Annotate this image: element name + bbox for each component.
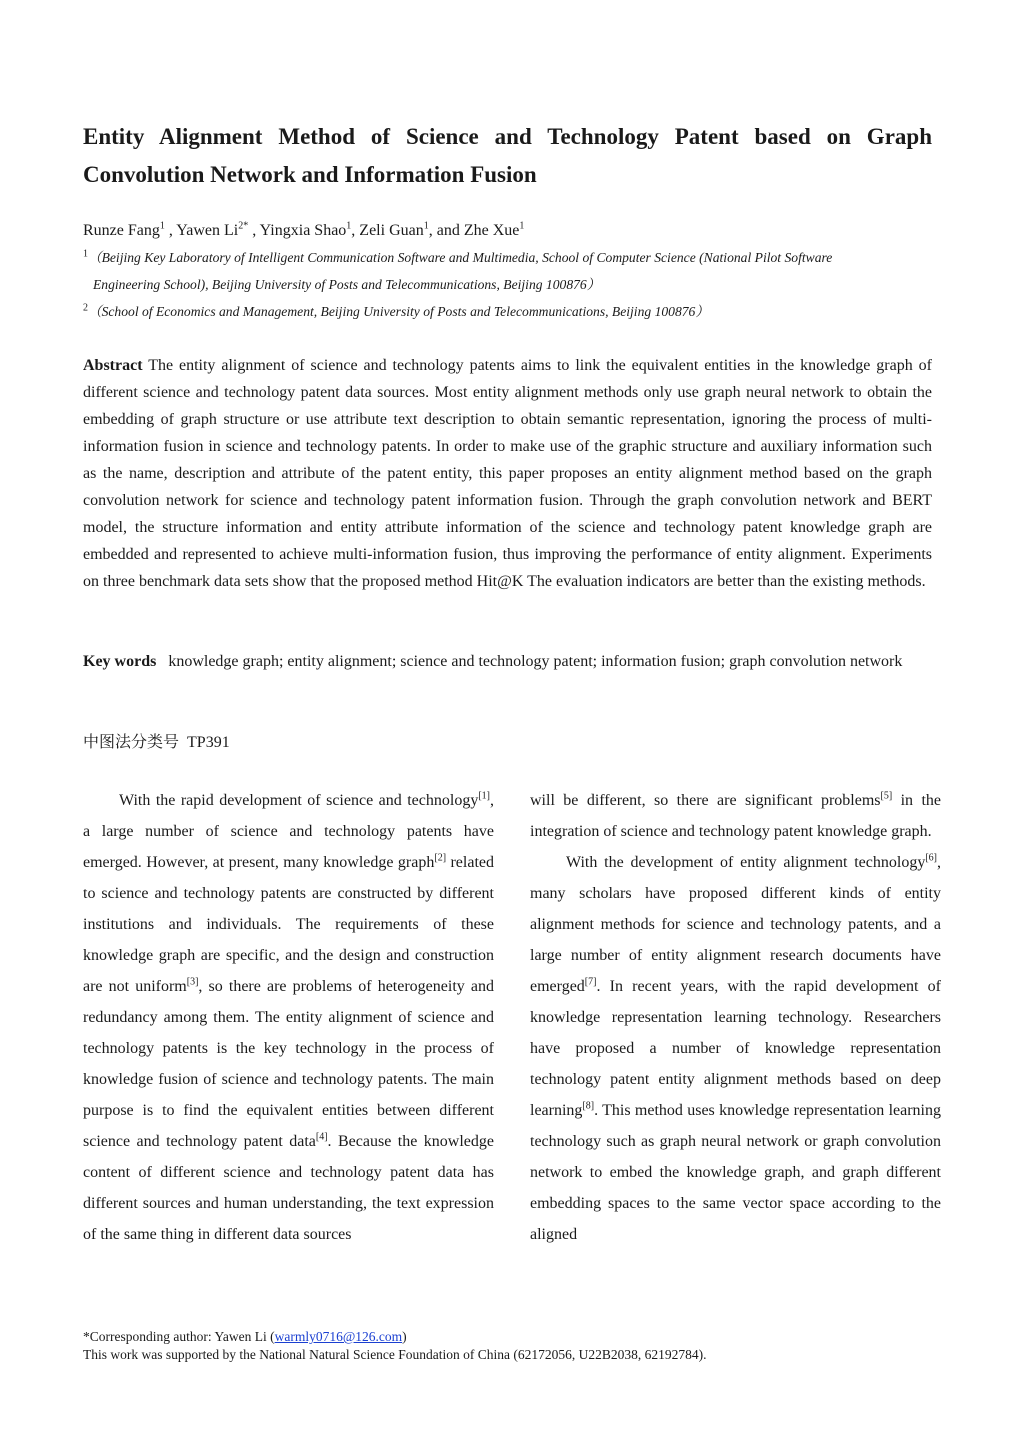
author-name: Zeli Guan (359, 222, 424, 239)
affiliation-2 (83, 298, 932, 325)
keywords (83, 648, 932, 675)
body-text: . Because the knowledge content of different science and technology patent data has different sources and human understanding, the text expression of the same thing in different data sources (83, 1133, 494, 1243)
abstract-label: Abstract (83, 357, 143, 374)
body-text: will be different, so there are significant problems (530, 792, 881, 809)
affiliation-number: 1 (83, 248, 88, 260)
author-separator: , (164, 222, 177, 239)
citation-ref: [7] (584, 976, 597, 988)
footnote-text: *Corresponding author: Yawen Li ( (83, 1329, 275, 1344)
author-list (83, 220, 524, 242)
affiliation-1 (83, 244, 932, 298)
author-name: Yawen Li (176, 222, 239, 239)
body-text: , many scholars have proposed different kinds of entity alignment methods for science and technology patents, and a large number of entity alignment research documents have emerged (530, 854, 941, 995)
body-column-left (83, 785, 494, 1250)
body-column-right (530, 785, 941, 1250)
classification-code: TP391 (187, 734, 230, 751)
body-paragraph (83, 785, 494, 1250)
citation-ref: [8] (582, 1100, 595, 1112)
body-text: . In recent years, with the rapid development of knowledge representation learning technology. Researchers have proposed a number of knowledge representation technology patent entity alignment methods based on deep learning (530, 978, 941, 1119)
affiliation-text: Engineering School), Beijing University of Posts and Telecommunications, Beijing 100876） (93, 277, 601, 292)
body-text: related to science and technology patents are constructed by different institutions and individuals. The requirements of these knowledge graph are specific, and the design and construction are not uniform (83, 854, 494, 995)
body-text: in the integration of science and technology patent knowledge graph. (530, 792, 941, 840)
footnote-text: ) (402, 1329, 407, 1344)
keywords-label: Key words (83, 653, 157, 670)
citation-ref: [4] (315, 1131, 328, 1143)
classification-number (83, 728, 230, 756)
abstract (83, 352, 932, 595)
affiliation-number: 2 (83, 302, 88, 314)
citation-ref: [2] (434, 852, 447, 864)
author-separator: , (351, 222, 360, 239)
keywords-text: knowledge graph; entity alignment; science and technology patent; information fusion; graph convolution network (168, 653, 903, 670)
body-paragraph (530, 785, 941, 847)
body-text: , a large number of science and technology patents have emerged. However, at present, many knowledge graph (83, 792, 494, 871)
citation-ref: [6] (925, 852, 937, 864)
author-affil-mark: 1 (423, 220, 429, 232)
author-affil-mark: 1 (159, 220, 165, 232)
citation-ref: [1] (478, 790, 490, 802)
body-text: . This method uses knowledge representation learning technology such as graph neural network or graph convolution network to embed the knowledge graph, and graph different embedding spaces to the same vector space according to the aligned (530, 1102, 941, 1243)
body-text: With the development of entity alignment technology (566, 854, 926, 871)
classification-label: 中图法分类号 (83, 732, 180, 751)
author-name: Runze Fang (83, 222, 160, 239)
footnote-funding: This work was supported by the National Natural Science Foundation of China (62172056, U22B2038, 62192784). (83, 1347, 707, 1362)
author-name: Yingxia Shao (259, 222, 347, 239)
body-text: With the rapid development of science and technology (119, 792, 479, 809)
citation-ref: [5] (880, 790, 893, 802)
author-name: Zhe Xue (463, 222, 520, 239)
citation-ref: [3] (186, 976, 199, 988)
author-affil-mark: 1 (346, 220, 352, 232)
author-separator: , and (428, 222, 464, 239)
body-paragraph (530, 847, 941, 1250)
author-affil-mark: 1 (519, 220, 525, 232)
paper-title: Entity Alignment Method of Science and Technology Patent based on Graph Convolution Network and Information Fusion (83, 124, 932, 187)
author-separator: , (248, 222, 260, 239)
author-affil-mark: 2* (238, 220, 249, 232)
affiliation-text: （Beijing Key Laboratory of Intelligent Communication Software and Multimedia, School of Computer Science (National Pilot Software (88, 250, 833, 265)
footnote-corresponding-author (83, 1328, 407, 1345)
abstract-text: The entity alignment of science and technology patents aims to link the equivalent entities in the knowledge graph of different science and technology patent data sources. Most entity alignment methods only use graph neural network to obtain the embedding of graph structure or use attribute text description to obtain semantic representation, ignoring the process of multi-information fusion in science and technology patents. In order to make use of the graphic structure and auxiliary information such as the name, description and attribute of the patent entity, this paper proposes an entity alignment method based on the graph convolution network for science and technology patent information fusion. Through the graph convolution network and BERT model, the structure information and entity attribute information of the science and technology patent knowledge graph are embedded and represented to achieve multi-information fusion, thus improving the performance of entity alignment. Experiments on three benchmark data sets show that the proposed method Hit@K The evaluation indicators are better than the existing methods. (83, 357, 932, 590)
affiliation-text: （School of Economics and Management, Beijing University of Posts and Telecommunications, Beijing 100876） (88, 304, 709, 319)
body-text: , so there are problems of heterogeneity and redundancy among them. The entity alignment of science and technology patents is the key technology in the process of knowledge fusion of science and technology patents. The main purpose is to find the equivalent entities between different science and technology patent data (83, 978, 494, 1150)
author-email-link[interactable]: warmly0716@126.com (274, 1329, 403, 1344)
